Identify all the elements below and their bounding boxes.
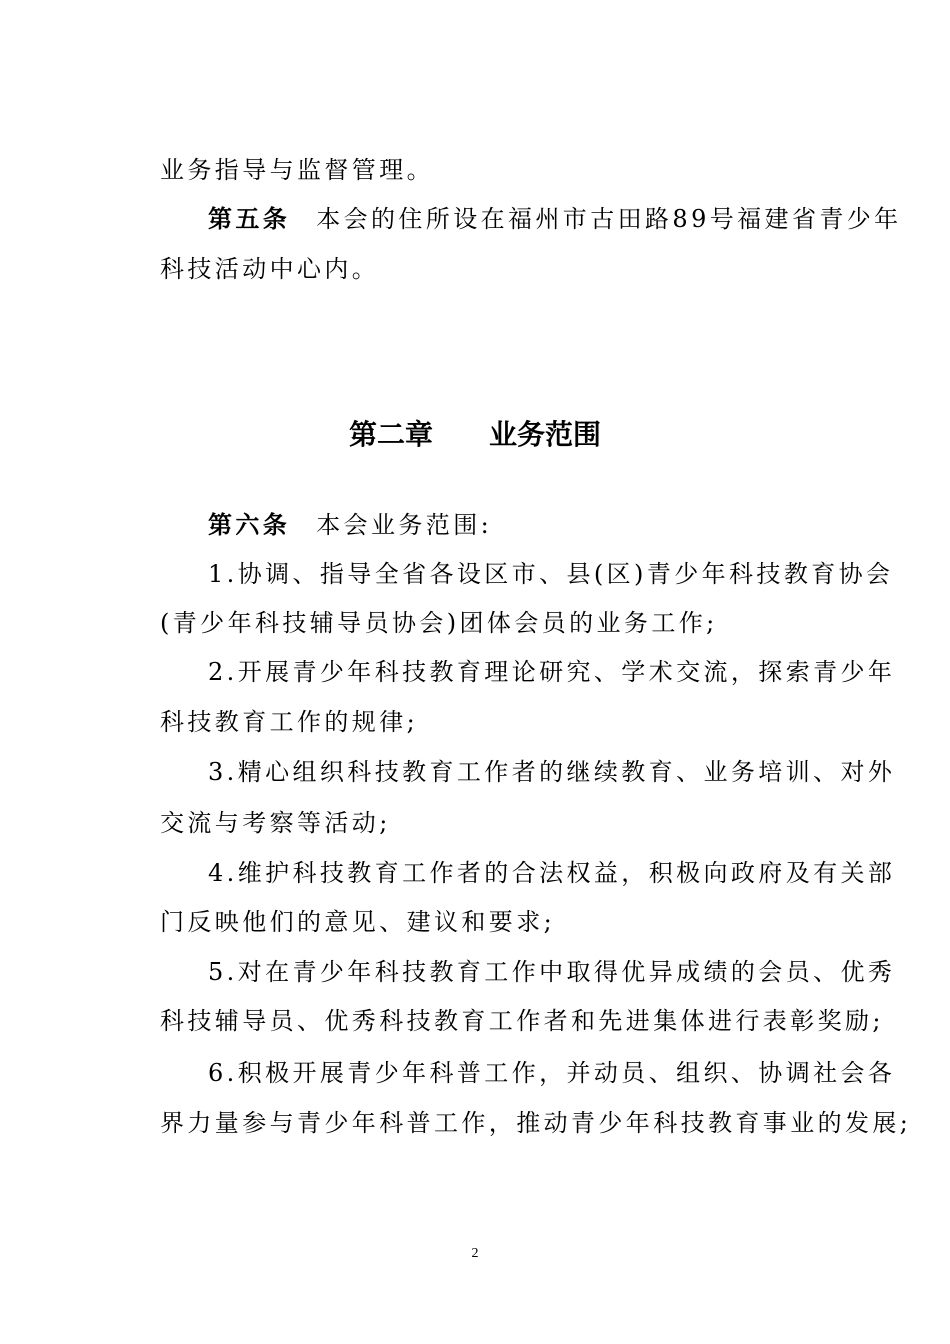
article-6-text: 本会业务范围: (316, 511, 493, 539)
list-item-1-line-1: 1.协调、指导全省各设区市、县(区)青少年科技教育协会 (208, 560, 894, 588)
chapter-title: 业务范围 (489, 418, 602, 451)
list-item-3-line-1: 3.精心组织科技教育工作者的继续教育、业务培训、对外 (208, 758, 896, 786)
paragraph-line: 科技活动中心内。 (160, 255, 380, 283)
article-6-label: 第六条 (208, 511, 291, 539)
list-item-3-line-2: 交流与考察等活动; (160, 809, 391, 837)
article-6 (208, 508, 492, 542)
list-item-6-line-1: 6.积极开展青少年科普工作，并动员、组织、协调社会各 (208, 1059, 896, 1087)
list-item-4-line-2: 门反映他们的意见、建议和要求; (160, 908, 556, 936)
list-item-4-line-1: 4.维护科技教育工作者的合法权益，积极向政府及有关部 (208, 859, 896, 887)
page-number: 2 (471, 1246, 479, 1261)
list-item-5-line-2: 科技辅导员、优秀科技教育工作者和先进集体进行表彰奖励; (160, 1007, 884, 1035)
paragraph-line: 业务指导与监督管理。 (160, 156, 434, 184)
chapter-number: 第二章 (348, 418, 433, 451)
article-5 (208, 202, 902, 236)
article-5-text: 本会的住所设在福州市古田路89号福建省青少年 (316, 205, 902, 233)
list-item-5-line-1: 5.对在青少年科技教育工作中取得优异成绩的会员、优秀 (208, 958, 896, 986)
list-item-1-line-2: (青少年科技辅导员协会)团体会员的业务工作; (160, 609, 718, 637)
chapter-heading (0, 416, 950, 454)
article-5-label: 第五条 (208, 205, 291, 233)
list-item-2-line-1: 2.开展青少年科技教育理论研究、学术交流，探索青少年 (208, 658, 896, 686)
list-item-6-line-2: 界力量参与青少年科普工作，推动青少年科技教育事业的发展; (160, 1109, 912, 1137)
list-item-2-line-2: 科技教育工作的规律; (160, 708, 419, 736)
